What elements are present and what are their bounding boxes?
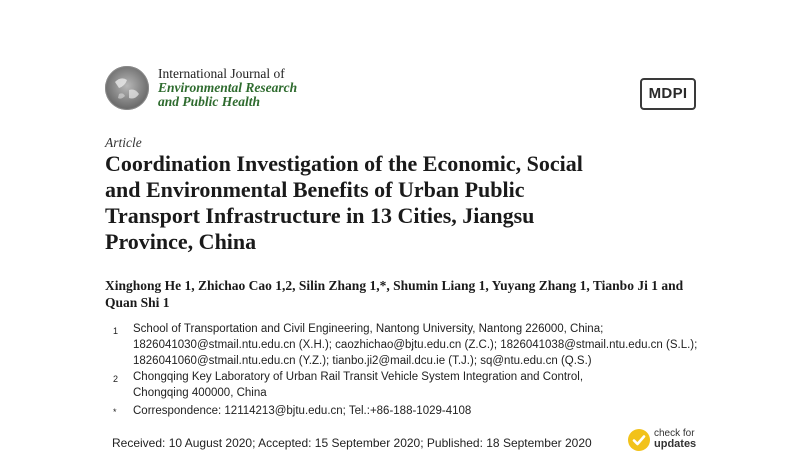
journal-logo bbox=[105, 66, 149, 110]
authors-line: Xinghong He 1, Zhichao Cao 1,2, Silin Zhang 1,*, Shumin Liang 1, Yuyang Zhang 1, Tianbo Ji 1 and bbox=[105, 278, 684, 293]
check-updates-label bbox=[654, 428, 696, 450]
article-type: Article bbox=[105, 135, 142, 150]
affiliation-line: School of Transportation and Civil Engineering, Nantong University, Nantong 226000, China; bbox=[133, 323, 604, 335]
authors-line: Quan Shi 1 bbox=[105, 295, 170, 310]
check-updates-line-1: check for bbox=[654, 428, 695, 439]
article-title bbox=[105, 151, 705, 255]
journal-line-3: and Public Health bbox=[158, 94, 261, 109]
publisher-logo bbox=[640, 78, 696, 112]
affiliation-mark: 2 bbox=[113, 374, 119, 384]
journal-line-1: International Journal of bbox=[158, 66, 285, 81]
affiliation-mark: 1 bbox=[113, 326, 119, 336]
title-line: and Environmental Benefits of Urban Public bbox=[105, 177, 525, 202]
title-line: Coordination Investigation of the Economic, Social bbox=[105, 151, 583, 176]
publication-dates: Received: 10 August 2020; Accepted: 15 September 2020; Published: 18 September 2020 bbox=[112, 436, 592, 450]
affiliation-line: 1826041030@stmail.ntu.edu.cn (X.H.); caozhichao@bjtu.edu.cn (Z.C.); 1826041038@stmail.ntu.edu.cn (S.L.); bbox=[133, 339, 698, 351]
check-updates-icon bbox=[628, 429, 650, 451]
title-line: Province, China bbox=[105, 229, 257, 254]
affiliation-line: 1826041060@stmail.ntu.edu.cn (Y.Z.); tianbo.ji2@mail.dcu.ie (T.J.); sq@ntu.edu.cn (Q.S.) bbox=[133, 355, 592, 367]
journal-line-2: Environmental Research bbox=[158, 80, 298, 95]
author-list bbox=[105, 277, 725, 311]
check-for-updates-button[interactable] bbox=[628, 427, 708, 457]
title-line: Transport Infrastructure in 13 Cities, Jiangsu bbox=[105, 203, 535, 228]
check-updates-line-2: updates bbox=[654, 438, 697, 450]
affiliation-line: Chongqing Key Laboratory of Urban Rail Transit Vehicle System Integration and Control, bbox=[133, 371, 584, 383]
correspondence-mark: * bbox=[113, 407, 117, 417]
correspondence-line: Correspondence: 12114213@bjtu.edu.cn; Tel.:+86-188-1029-4108 bbox=[133, 405, 472, 417]
affiliation-line: Chongqing 400000, China bbox=[133, 387, 267, 399]
journal-name bbox=[158, 67, 297, 109]
publisher-name: MDPI bbox=[640, 78, 696, 110]
